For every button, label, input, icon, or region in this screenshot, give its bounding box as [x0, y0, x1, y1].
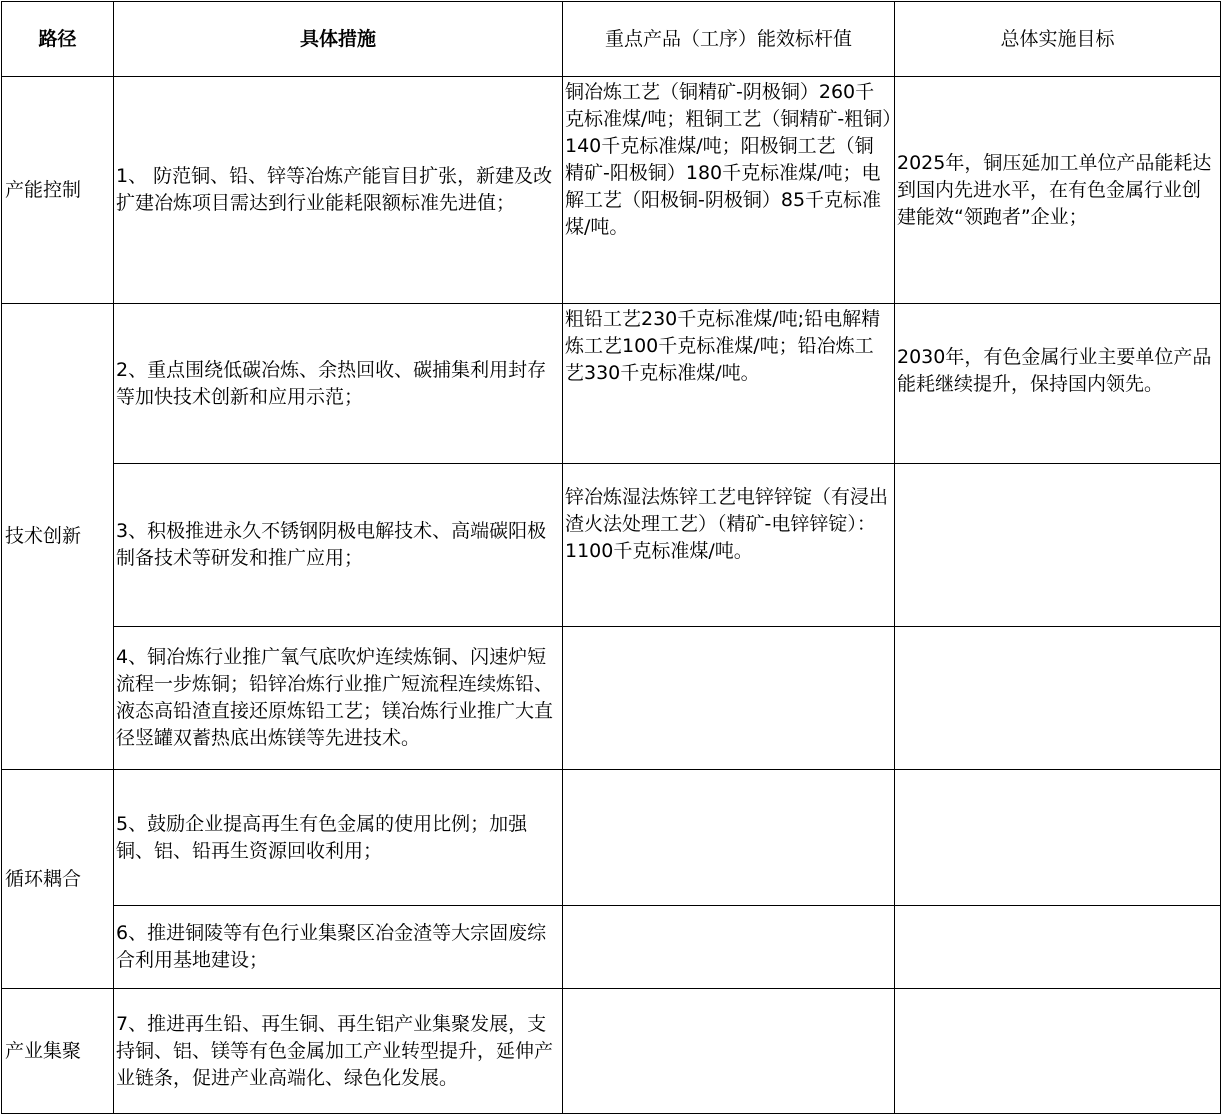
empty-cell [895, 464, 1221, 627]
table-row [2, 77, 1221, 304]
empty-cell [563, 627, 895, 770]
path-industry-cluster: 产业集聚 [2, 989, 114, 1114]
energy-efficiency-table [1, 1, 1221, 1114]
empty-cell [895, 989, 1221, 1114]
empty-cell [563, 906, 895, 989]
path-circular-coupling: 循环耦合 [2, 770, 114, 989]
table-row [2, 627, 1221, 770]
header-goal: 总体实施目标 [895, 2, 1221, 77]
goal-2025: 2025年，铜压延加工单位产品能耗达到国内先进水平，在有色金属行业创建能效“领跑者”企业； [895, 77, 1221, 304]
path-tech-innovation: 技术创新 [2, 304, 114, 770]
table-row [2, 304, 1221, 464]
table-row [2, 989, 1221, 1114]
measure-4: 4、铜冶炼行业推广氧气底吹炉连续炼铜、闪速炉短流程一步炼铜；铅锌冶炼行业推广短流程连续炼铅、液态高铅渣直接还原炼铅工艺；镁冶炼行业推广大直径竖罐双蓄热底出炼镁等先进技术。 [114, 627, 563, 770]
measure-2: 2、重点围绕低碳冶炼、余热回收、碳捕集利用封存等加快技术创新和应用示范； [114, 304, 563, 464]
goal-2030: 2030年，有色金属行业主要单位产品能耗继续提升，保持国内领先。 [895, 304, 1221, 464]
header-measure: 具体措施 [114, 2, 563, 77]
benchmark-lead: 粗铅工艺230千克标准煤/吨;铅电解精炼工艺100千克标准煤/吨；铅冶炼工艺330千克标准煤/吨。 [563, 304, 895, 464]
empty-cell [895, 770, 1221, 906]
header-row [2, 2, 1221, 77]
measure-6: 6、推进铜陵等有色行业集聚区冶金渣等大宗固废综合利用基地建设； [114, 906, 563, 989]
measure-1: 1、 防范铜、铅、锌等冶炼产能盲目扩张，新建及改扩建冶炼项目需达到行业能耗限额标准先进值； [114, 77, 563, 304]
empty-cell [563, 770, 895, 906]
table-row [2, 464, 1221, 627]
header-benchmark: 重点产品（工序）能效标杆值 [563, 2, 895, 77]
table-row [2, 770, 1221, 906]
measure-3: 3、积极推进永久不锈钢阴极电解技术、高端碳阳极制备技术等研发和推广应用； [114, 464, 563, 627]
benchmark-copper: 铜冶炼工艺（铜精矿-阴极铜）260千克标准煤/吨；粗铜工艺（铜精矿-粗铜）140千克标准煤/吨；阳极铜工艺（铜精矿-阳极铜）180千克标准煤/吨；电解工艺（阳极铜-阴极铜）85千克标准煤/吨。 [563, 77, 895, 304]
path-capacity-control: 产能控制 [2, 77, 114, 304]
benchmark-zinc: 锌冶炼湿法炼锌工艺电锌锌锭（有浸出渣火法处理工艺）（精矿-电锌锌锭）：1100千克标准煤/吨。 [563, 464, 895, 627]
empty-cell [895, 906, 1221, 989]
table-row [2, 906, 1221, 989]
measure-5: 5、鼓励企业提高再生有色金属的使用比例；加强铜、铝、铅再生资源回收利用； [114, 770, 563, 906]
header-path: 路径 [2, 2, 114, 77]
empty-cell [563, 989, 895, 1114]
empty-cell [895, 627, 1221, 770]
measure-7: 7、推进再生铅、再生铜、再生铝产业集聚发展，支持铜、铝、镁等有色金属加工产业转型提升，延伸产业链条，促进产业高端化、绿色化发展。 [114, 989, 563, 1114]
